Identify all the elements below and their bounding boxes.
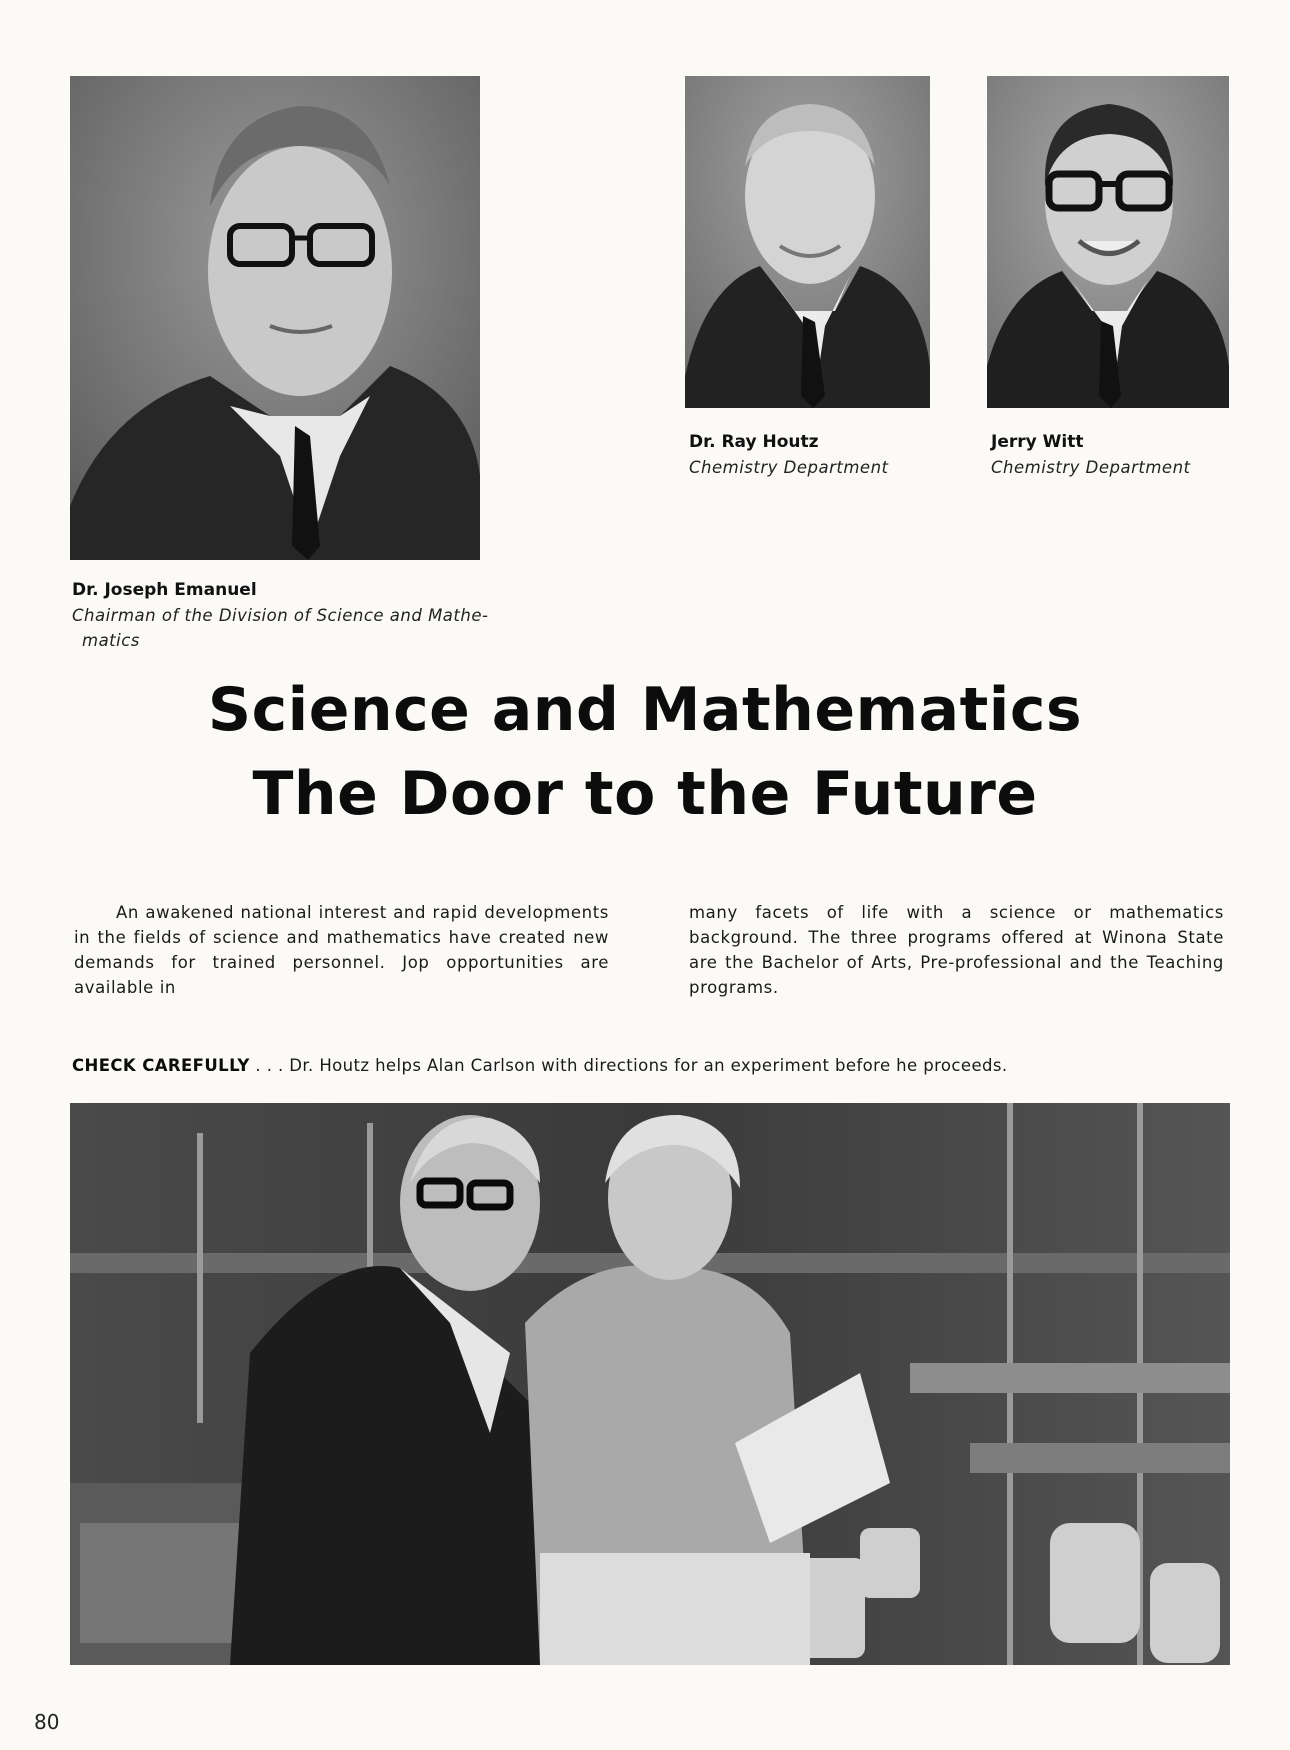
caption-witt (991, 430, 1251, 480)
lab-photo (70, 1103, 1230, 1665)
portrait-emanuel (70, 76, 480, 560)
page-headline (0, 668, 1290, 836)
title-witt: Chemistry Department (991, 458, 1191, 477)
caption-emanuel (72, 578, 512, 653)
name-houtz: Dr. Ray Houtz (689, 432, 819, 452)
lab-caption-text: . . . Dr. Houtz helps Alan Carlson with directions for an experiment before he proceeds. (249, 1056, 1008, 1075)
page-number: 80 (34, 1710, 60, 1734)
title-emanuel-line2: matics (82, 631, 140, 650)
body-text-right: many facets of life with a science or mathematics background. The three programs offered at Winona State are the Bachelor of Arts, Pre-professional and the Teaching programs. (689, 903, 1224, 997)
headline-line-1: Science and Mathematics (207, 675, 1083, 745)
headline-line-2: The Door to the Future (252, 759, 1038, 829)
lab-photo-caption (72, 1056, 1232, 1075)
portrait-houtz (685, 76, 930, 408)
caption-houtz (689, 430, 949, 480)
body-text-left: An awakened national interest and rapid developments in the fields of science and mathematics have created new demands for trained personnel. Jop opportunities are available in (74, 903, 609, 997)
lab-caption-lead: CHECK CAREFULLY (72, 1056, 250, 1075)
title-emanuel-line1: Chairman of the Division of Science and Mathe- (72, 606, 489, 625)
name-witt: Jerry Witt (991, 432, 1084, 452)
name-emanuel: Dr. Joseph Emanuel (72, 580, 257, 600)
portrait-witt (987, 76, 1229, 408)
title-houtz: Chemistry Department (689, 458, 889, 477)
